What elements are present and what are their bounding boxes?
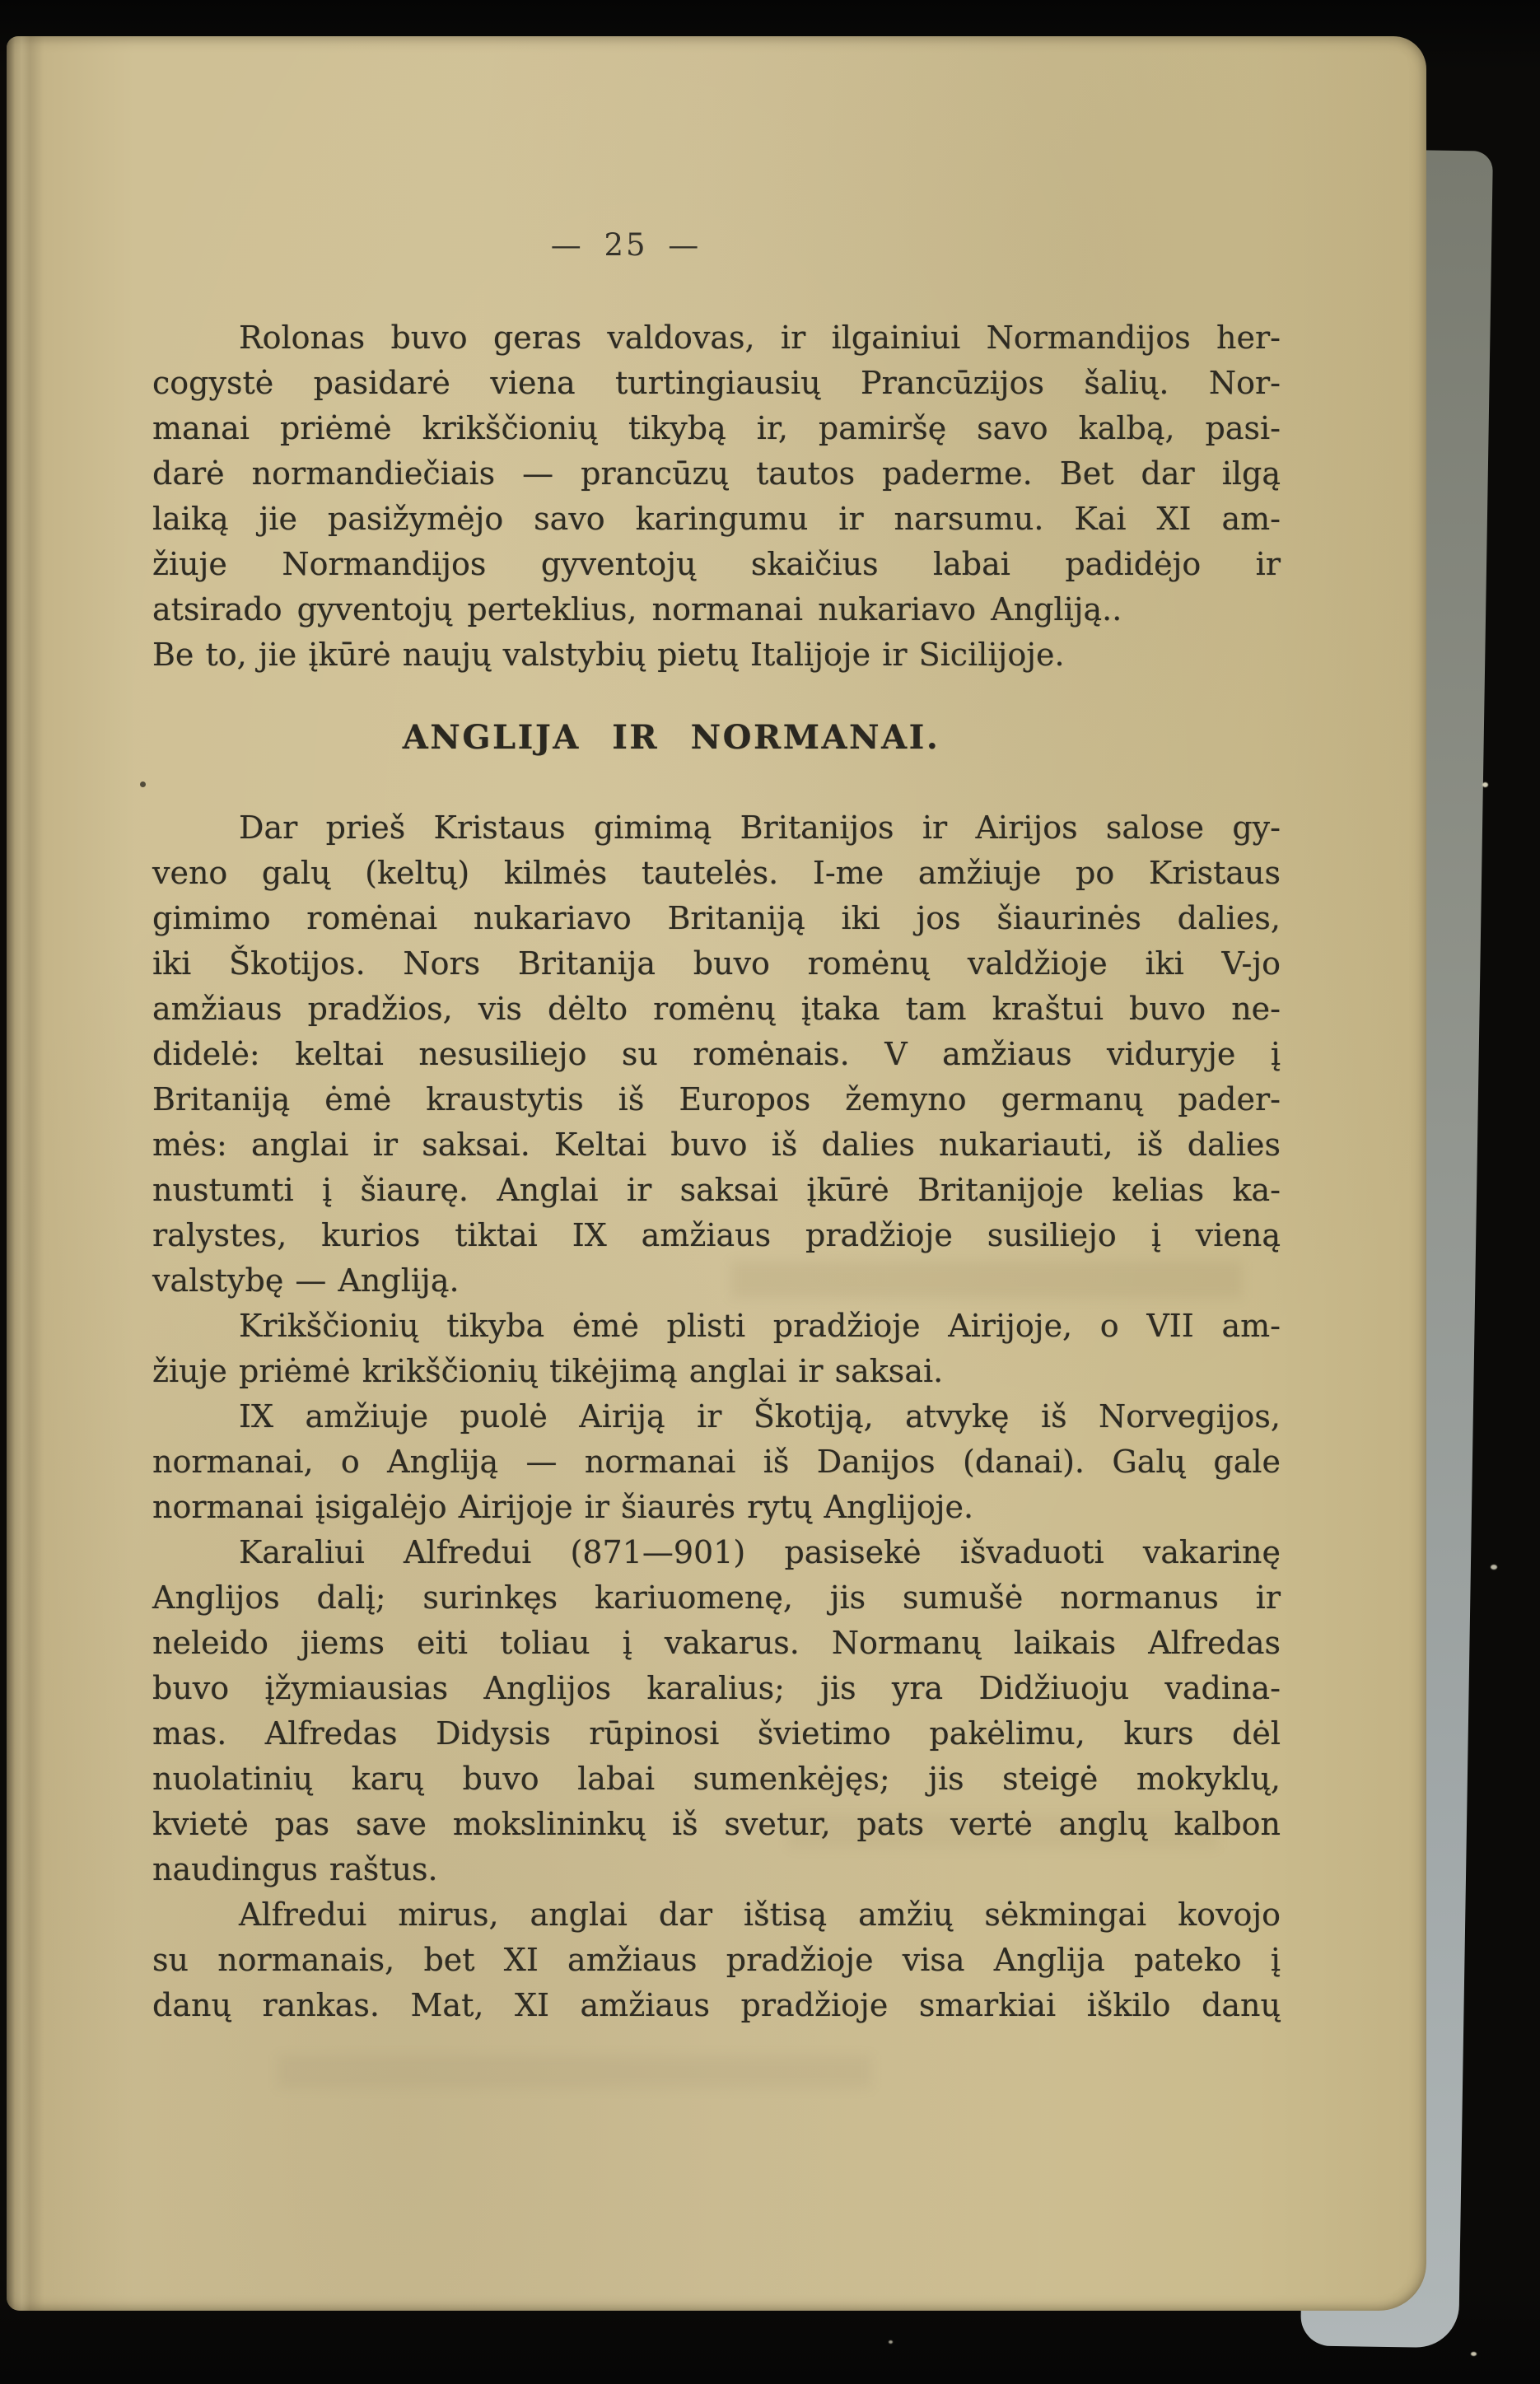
text-line: didelė: keltai nesusiliejo su romėnais. V amžiaus viduryje į (152, 1036, 1281, 1072)
dust-speck (1491, 1565, 1497, 1570)
text-line: Britaniją ėmė kraustytis iš Europos žemyno germanų pader- (152, 1081, 1281, 1117)
text-line: darė normandiečiais — prancūzų tautos paderme. Bet dar ilgą (152, 455, 1281, 492)
book-page (7, 36, 1426, 2311)
paragraph (152, 805, 1281, 1304)
text-line: Dar prieš Kristaus gimimą Britanijos ir Airijos salose gy- (239, 809, 1281, 846)
page-number: — 25 — (550, 227, 702, 263)
ink-speck (140, 781, 146, 787)
paragraph (152, 1394, 1281, 1530)
text-line: nuolatinių karų buvo labai sumenkėjęs; jis steigė mokyklų, (152, 1761, 1281, 1797)
text-line: ralystes, kurios tiktai IX amžiaus pradžioje susiliejo į vieną (152, 1217, 1281, 1253)
text-line: kvietė pas save mokslininkų iš svetur, pats vertė anglų kalbon (152, 1806, 1281, 1842)
text-line: žiuje Normandijos gyventojų skaičius labai padidėjo ir (152, 546, 1281, 582)
text-line: Be to, jie įkūrė naujų valstybių pietų Italijoje ir Sicilijoje. (152, 637, 1065, 673)
text-line: valstybę — Angliją. (152, 1262, 460, 1299)
text-line: normanai, o Angliją — normanai iš Danijos (danai). Galų gale (152, 1444, 1281, 1480)
text-block (152, 315, 1281, 2028)
text-line: danų rankas. Mat, XI amžiaus pradžioje smarkiai iškilo danų (152, 1987, 1281, 2023)
text-line: Karaliui Alfredui (871—901) pasisekė išvaduoti vakarinę (239, 1534, 1281, 1570)
text-line: laiką jie pasižymėjo savo karingumu ir narsumu. Kai XI am- (152, 501, 1281, 537)
dust-speck (1482, 782, 1488, 787)
show-through-smudge (278, 2055, 871, 2088)
text-line: manai priėmė krikščionių tikybą ir, pamiršę savo kalbą, pasi- (152, 410, 1281, 446)
text-line: Krikščionių tikyba ėmė plisti pradžioje Airijoje, o VII am- (239, 1308, 1281, 1344)
text-line: gimimo romėnai nukariavo Britaniją iki jos šiaurinės dalies, (152, 900, 1281, 936)
text-line: žiuje priėmė krikščionių tikėjimą anglai ir saksai. (152, 1353, 944, 1389)
text-line: mės: anglai ir saksai. Keltai buvo iš dalies nukariauti, iš dalies (152, 1127, 1281, 1163)
spine-shadow (7, 36, 44, 2311)
text-line: atsirado gyventojų perteklius, normanai nukariavo Angliją.. (152, 591, 1122, 627)
text-line: IX amžiuje puolė Airiją ir Škotiją, atvykę iš Norvegijos, (239, 1398, 1281, 1435)
text-line: amžiaus pradžios, vis dėlto romėnų įtaka tam kraštui buvo ne- (152, 991, 1281, 1027)
text-line: buvo įžymiausias Anglijos karalius; jis yra Didžiuoju vadina- (152, 1670, 1281, 1706)
text-line: Rolonas buvo geras valdovas, ir ilgainiui Normandijos her- (239, 320, 1281, 356)
paragraph (152, 1530, 1281, 1892)
text-line: iki Škotijos. Nors Britanija buvo romėnų valdžioje iki V-jo (152, 945, 1281, 982)
paragraph (152, 1304, 1281, 1394)
section-heading: ANGLIJA IR NORMANAI. (402, 718, 940, 757)
text-line: cogystė pasidarė viena turtingiausių Prancūzijos šalių. Nor- (152, 365, 1281, 401)
text-line: Alfredui mirus, anglai dar ištisą amžių sėkmingai kovojo (239, 1896, 1281, 1933)
text-line: neleido jiems eiti toliau į vakarus. Normanų laikais Alfredas (152, 1625, 1281, 1661)
text-line: veno galų (keltų) kilmės tautelės. I-me amžiuje po Kristaus (152, 855, 1281, 891)
dust-speck (889, 2340, 893, 2344)
text-line: naudingus raštus. (152, 1851, 438, 1887)
text-line: nustumti į šiaurę. Anglai ir saksai įkūrė Britanijoje kelias ka- (152, 1172, 1281, 1208)
text-line: Anglijos dalį; surinkęs kariuomenę, jis sumušė normanus ir (152, 1579, 1281, 1616)
paragraph (152, 1892, 1281, 2028)
paragraph (152, 315, 1281, 678)
dust-speck (1471, 2352, 1477, 2356)
text-line: su normanais, bet XI amžiaus pradžioje visa Anglija pateko į (152, 1942, 1281, 1978)
text-line: normanai įsigalėjo Airijoje ir šiaurės rytų Anglijoje. (152, 1489, 974, 1525)
text-line: mas. Alfredas Didysis rūpinosi švietimo pakėlimu, kurs dėl (152, 1715, 1281, 1752)
